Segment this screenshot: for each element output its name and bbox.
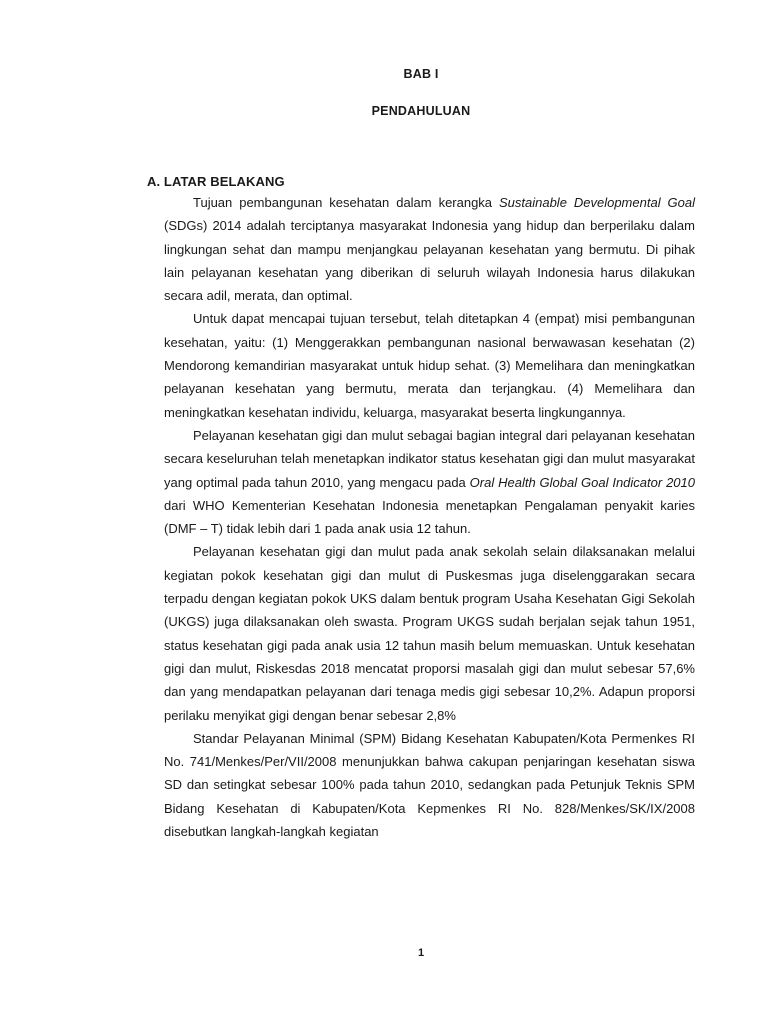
chapter-number: BAB I [403,67,439,81]
body-text [164,191,695,843]
paragraph-1-text-a: Tujuan pembangunan kesehatan dalam kerangka [193,195,499,210]
paragraph-3-italic-term: Oral Health Global Goal Indicator 2010 [469,474,695,490]
paragraph-1-italic-term: Sustainable Developmental Goal [498,195,695,210]
paragraph-4: Pelayanan kesehatan gigi dan mulut pada anak sekolah selain dilaksanakan melalui kegiatan pokok kesehatan gigi dan mulut di Puskesmas juga diselenggarakan secara terpadu dengan kegiatan pokok UKS dalam bentuk program Usaha Kesehatan Gigi Sekolah (UKGS) juga dilaksanakan oleh swasta. Program UKGS sudah berjalan sejak tahun 1951, status kesehatan gigi pada anak usia 12 tahun masih belum memuaskan. Untuk kesehatan gigi dan mulut, Riskesdas 2018 mencatat proporsi masalah gigi dan mulut sebesar 57,6% dan yang mendapatkan pelayanan dari tenaga medis gigi sebesar 10,2%. Adapun proporsi perilaku menyikat gigi dengan benar sebesar 2,8% [164,544,695,723]
section-heading: A. LATAR BELAKANG [147,174,285,189]
chapter-title: PENDAHULUAN [371,104,471,118]
paragraph-3 [164,424,695,540]
paragraph-1 [164,191,695,307]
paragraph-2: Untuk dapat mencapai tujuan tersebut, telah ditetapkan 4 (empat) misi pembangunan kesehatan, yaitu: (1) Menggerakkan pembangunan nasional berwawasan kesehatan (2) Mendorong kemandirian masyarakat untuk hidup sehat. (3) Memelihara dan meningkatkan pelayanan kesehatan yang bermutu, merata dan terjangkau. (4) Memelihara dan meningkatkan kesehatan individu, keluarga, masyarakat beserta lingkungannya. [164,311,695,420]
paragraph-3-text-c: dari WHO Kementerian Kesehatan Indonesia menetapkan Pengalaman penyakit karies (DMF – T) tidak lebih dari 1 pada anak usia 12 tahun. [164,497,695,537]
paragraph-3-text-a: Pelayanan kesehatan gigi dan mulut sebagai bagian integral dari pelayanan kesehatan secara keseluruhan telah menetapkan indikator status kesehatan gigi dan mulut masyarakat yang optimal pada tahun 2010, yang mengacu pada [164,427,695,490]
paragraph-1-text-c: (SDGs) 2014 adalah terciptanya masyarakat Indonesia yang hidup dan berperilaku dalam lingkungan sehat dan mampu menjangkau pelayanan kesehatan yang bermutu. Di pihak lain pelayanan kesehatan yang diberikan di seluruh wilayah Indonesia harus dilakukan secara adil, merata, dan optimal. [164,218,695,304]
page-number: 1 [417,947,425,959]
paragraph-5: Standar Pelayanan Minimal (SPM) Bidang Kesehatan Kabupaten/Kota Permenkes RI No. 741/Menkes/Per/VII/2008 menunjukkan bahwa cakupan penjaringan kesehatan siswa SD dan setingkat sebesar 100% pada tahun 2010, sedangkan pada Petunjuk Teknis SPM Bidang Kesehatan di Kabupaten/Kota Kepmenkes RI No. 828/Menkes/SK/IX/2008 disebutkan langkah-langkah kegiatan [164,730,695,840]
